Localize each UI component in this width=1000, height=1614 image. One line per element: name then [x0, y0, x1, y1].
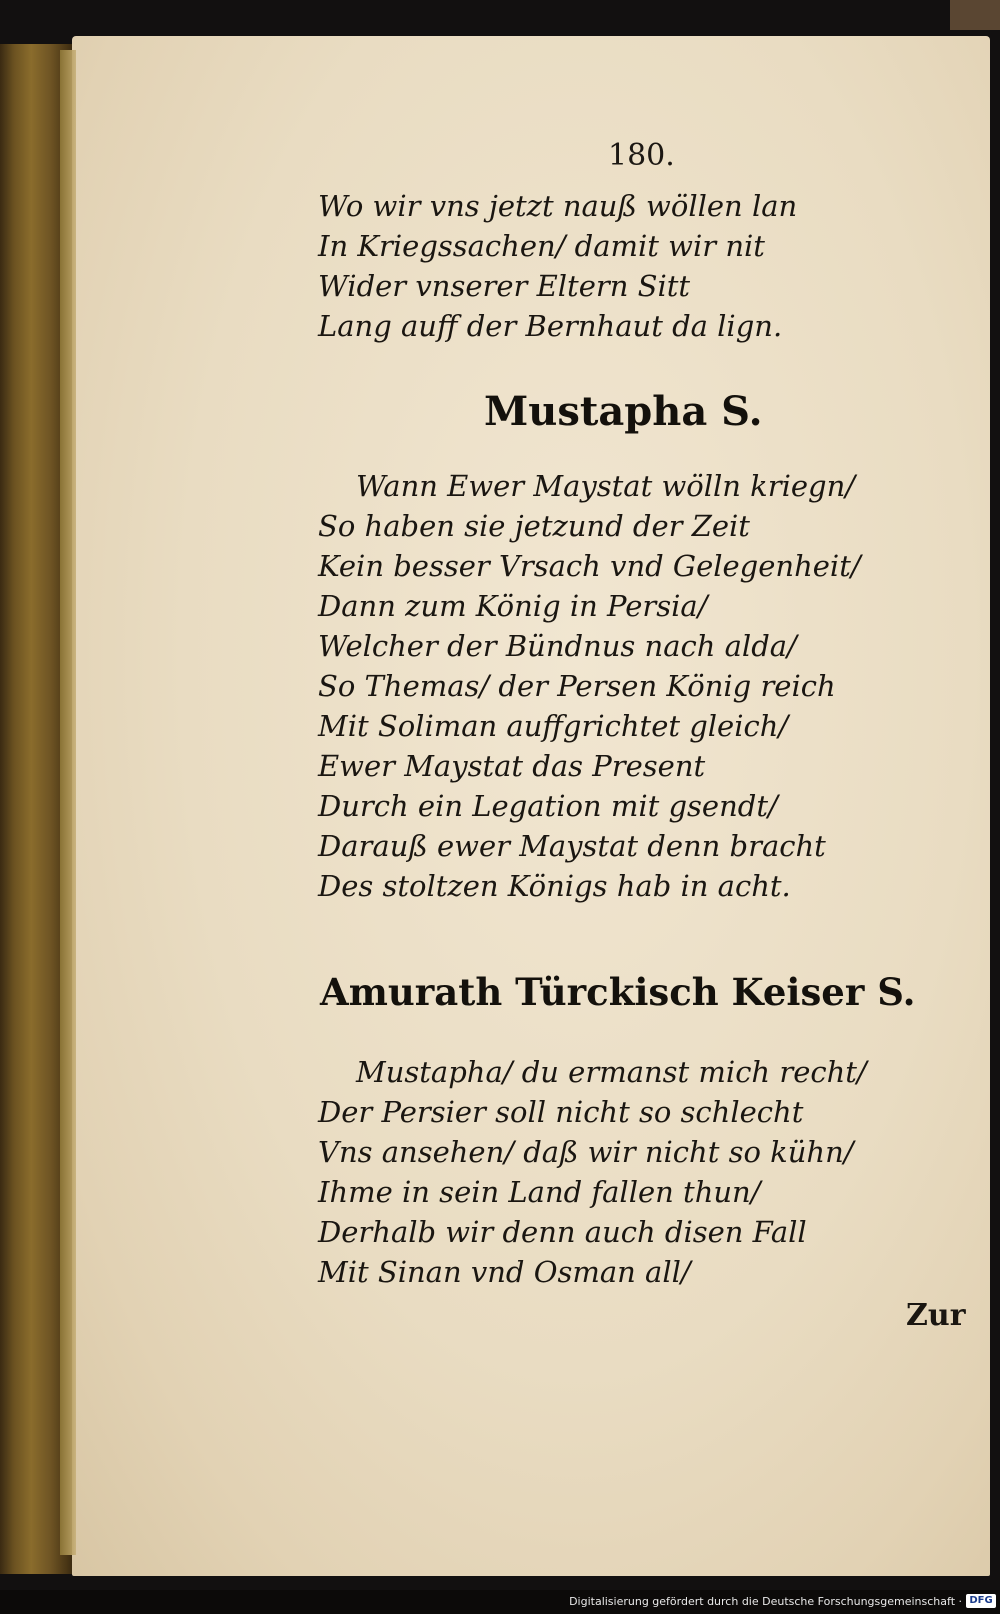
- verse-line: Kein besser Vrsach vnd Gelegenheit/: [318, 549, 861, 583]
- verse-line: Durch ein Legation mit gsendt/: [318, 789, 778, 823]
- speech-mustapha: [318, 466, 861, 906]
- verse-line: Der Persier soll nicht so schlecht: [318, 1095, 804, 1129]
- verse-line: Dann zum König in Persia/: [318, 589, 708, 623]
- speaker-heading-mustapha: Mustapha S.: [484, 388, 763, 435]
- verse-line: So haben sie jetzund der Zeit: [318, 509, 750, 543]
- verse-line: Wo wir vns jetzt nauß wöllen lan: [318, 189, 798, 223]
- verse-line: Derhalb wir denn auch disen Fall: [318, 1215, 807, 1249]
- page-edges: [60, 50, 76, 1555]
- verse-line: Lang auff der Bernhaut da lign.: [318, 309, 783, 343]
- funding-credit: Digitalisierung gefördert durch die Deutsche Forschungsgemeinschaft ·: [569, 1595, 962, 1608]
- verse-line: Wann Ewer Maystat wölln kriegn/: [356, 469, 856, 503]
- page-number: 180.: [608, 138, 675, 173]
- verse-line: Darauß ewer Maystat denn bracht: [318, 829, 826, 863]
- verse-line: Welcher der Bündnus nach alda/: [318, 629, 797, 663]
- verse-line: Mit Sinan vnd Osman all/: [318, 1255, 691, 1289]
- verse-line: Ihme in sein Land fallen thun/: [318, 1175, 761, 1209]
- verse-line: Mit Soliman auffgrichtet gleich/: [318, 709, 789, 743]
- book-corner: [950, 0, 1000, 30]
- verse-line: Des stoltzen Königs hab in acht.: [318, 869, 791, 903]
- verse-line: Mustapha/ du ermanst mich recht/: [356, 1055, 867, 1089]
- verse-line: In Kriegssachen/ damit wir nit: [318, 229, 765, 263]
- verse-line: Vns ansehen/ daß wir nicht so kühn/: [318, 1135, 854, 1169]
- catchword: Zur: [906, 1298, 966, 1333]
- opening-verse: [318, 186, 797, 346]
- verse-line: Wider vnserer Eltern Sitt: [318, 269, 691, 303]
- dfg-logo: DFG: [966, 1594, 996, 1608]
- verse-line: Ewer Maystat das Present: [318, 749, 706, 783]
- speaker-heading-amurath: Amurath Türckisch Keiser S.: [320, 970, 916, 1014]
- speech-amurath: [318, 1052, 867, 1292]
- verse-line: So Themas/ der Persen König reich: [318, 669, 836, 703]
